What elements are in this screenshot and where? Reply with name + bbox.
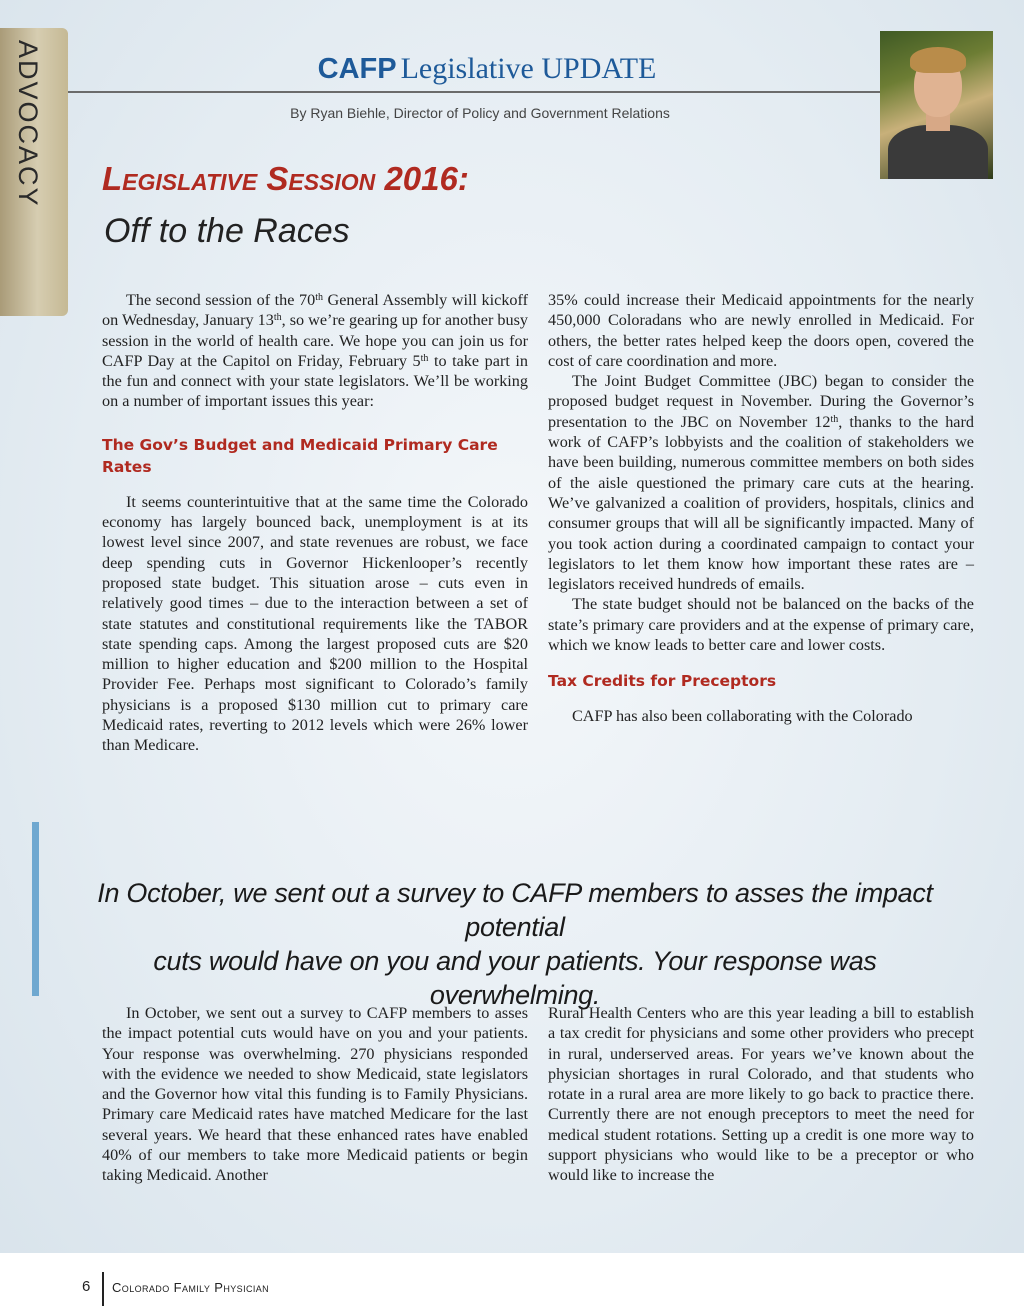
article-subtitle: Off to the Races <box>104 212 350 250</box>
article-title: Legislative Session 2016: <box>102 160 469 197</box>
byline: By Ryan Biehle, Director of Policy and Government Relations <box>290 105 670 121</box>
footer-divider <box>102 1272 104 1306</box>
paragraph: It seems counterintuitive that at the same time the Colorado economy has largely bounced back, unemployment is at its lowest level since 2007, and state revenues are robust, we face deep spending cuts in Governor Hickenlooper’s recently proposed state budget. This situation arose – cuts even in relatively good times – due to the interaction between a set of state statutes and constitutional requirements like the TABOR state spending caps. Among the largest proposed cuts are $20 million to higher education and $200 million to the Hospital Provider Fee. Perhaps most significant to Colorado’s family physicians is a proposed $130 million cut to primary care Medicaid rates, reverting to 2012 levels which were 26% lower than Medicare. <box>102 492 528 755</box>
paragraph: The second session of the 70th General Assembly will kickoff on Wednesday, January 13th, so we’re gearing up for another busy session in the world of health care. We hope you can join us for CAFP Day at the Capitol on Friday, February 5th to take part in the fun and connect with your state legislators. We’ll be working on a number of important issues this year: <box>102 291 528 411</box>
paragraph: The state budget should not be balanced on the backs of the state’s primary care providers and at the expense of primary care, which we know leads to better care and lower costs. <box>548 595 974 655</box>
pull-quote-bar <box>32 822 39 996</box>
section-heading: The Gov’s Budget and Medicaid Primary Care Rates <box>102 435 498 476</box>
paragraph: 35% could increase their Medicaid appointments for the nearly 450,000 Coloradans who are newly enrolled in Medicaid. For others, the better rates helped keep the doors open, covered the cost of care coordination and more. <box>548 291 974 370</box>
column-4 <box>548 1003 974 1186</box>
section-heading: Tax Credits for Preceptors <box>548 672 777 691</box>
author-photo <box>880 31 993 179</box>
column-2 <box>548 290 974 727</box>
column-1 <box>102 290 528 756</box>
photo-hair <box>910 47 966 73</box>
photo-shirt <box>888 125 988 179</box>
header-brand: CAFP <box>317 53 397 85</box>
page-number: 6 <box>82 1278 91 1295</box>
paragraph: Rural Health Centers who are this year leading a bill to establish a tax credit for physicians and some other providers who precept in rural, underserved areas. For years we’ve known about the physician shortages in rural Colorado, and that students who rotate in a rural area are more likely to go back to practice there. Currently there are not enough preceptors to meet the need for medical student rotations. Setting up a credit is one more way to support physicians who would like to be a preceptor or who would like to increase the <box>548 1004 974 1185</box>
pull-quote-line: In October, we sent out a survey to CAFP members to asses the impact potential <box>97 878 933 942</box>
pull-quote <box>80 876 950 1012</box>
header-title-rest: Legislative UPDATE <box>400 52 657 85</box>
pull-quote-line: cuts would have on you and your patients. Your response was overwhelming. <box>153 946 877 1010</box>
paragraph: CAFP has also been collaborating with the Colorado <box>572 707 913 726</box>
section-tab-label: ADVOCACY <box>13 40 43 208</box>
publication-name: Colorado Family Physician <box>112 1280 270 1295</box>
paragraph: The Joint Budget Committee (JBC) began to consider the proposed budget request in November. During the Governor’s presentation to the JBC on November 12th, thanks to the hard work of CAFP’s lobbyists and the coalition of stakeholders we have been building, numerous committee members on both sides of the aisle questioned the primary care cuts at the hearing. We’ve galvanized a coalition of providers, hospitals, clinics and consumer groups that will all be significantly impacted. Many of you took action during a coordinated campaign to contact your legislators to let them know how important these rates are – legislators received hundreds of emails. <box>548 372 974 594</box>
header-divider <box>68 91 880 93</box>
paragraph: In October, we sent out a survey to CAFP members to asses the impact potential cuts would have on you and your patients. Your response was overwhelming. 270 physicians responded with the evidence we needed to show Medicaid, state legislators and the Governor how vital this funding is to Family Physicians. Primary care Medicaid rates have matched Medicare for the last several years. We heard that these enhanced rates have enabled 40% of our members to take more Medicaid patients or begin taking Medicaid. Another <box>102 1004 528 1185</box>
column-3 <box>102 1003 528 1186</box>
header-title <box>282 52 692 86</box>
